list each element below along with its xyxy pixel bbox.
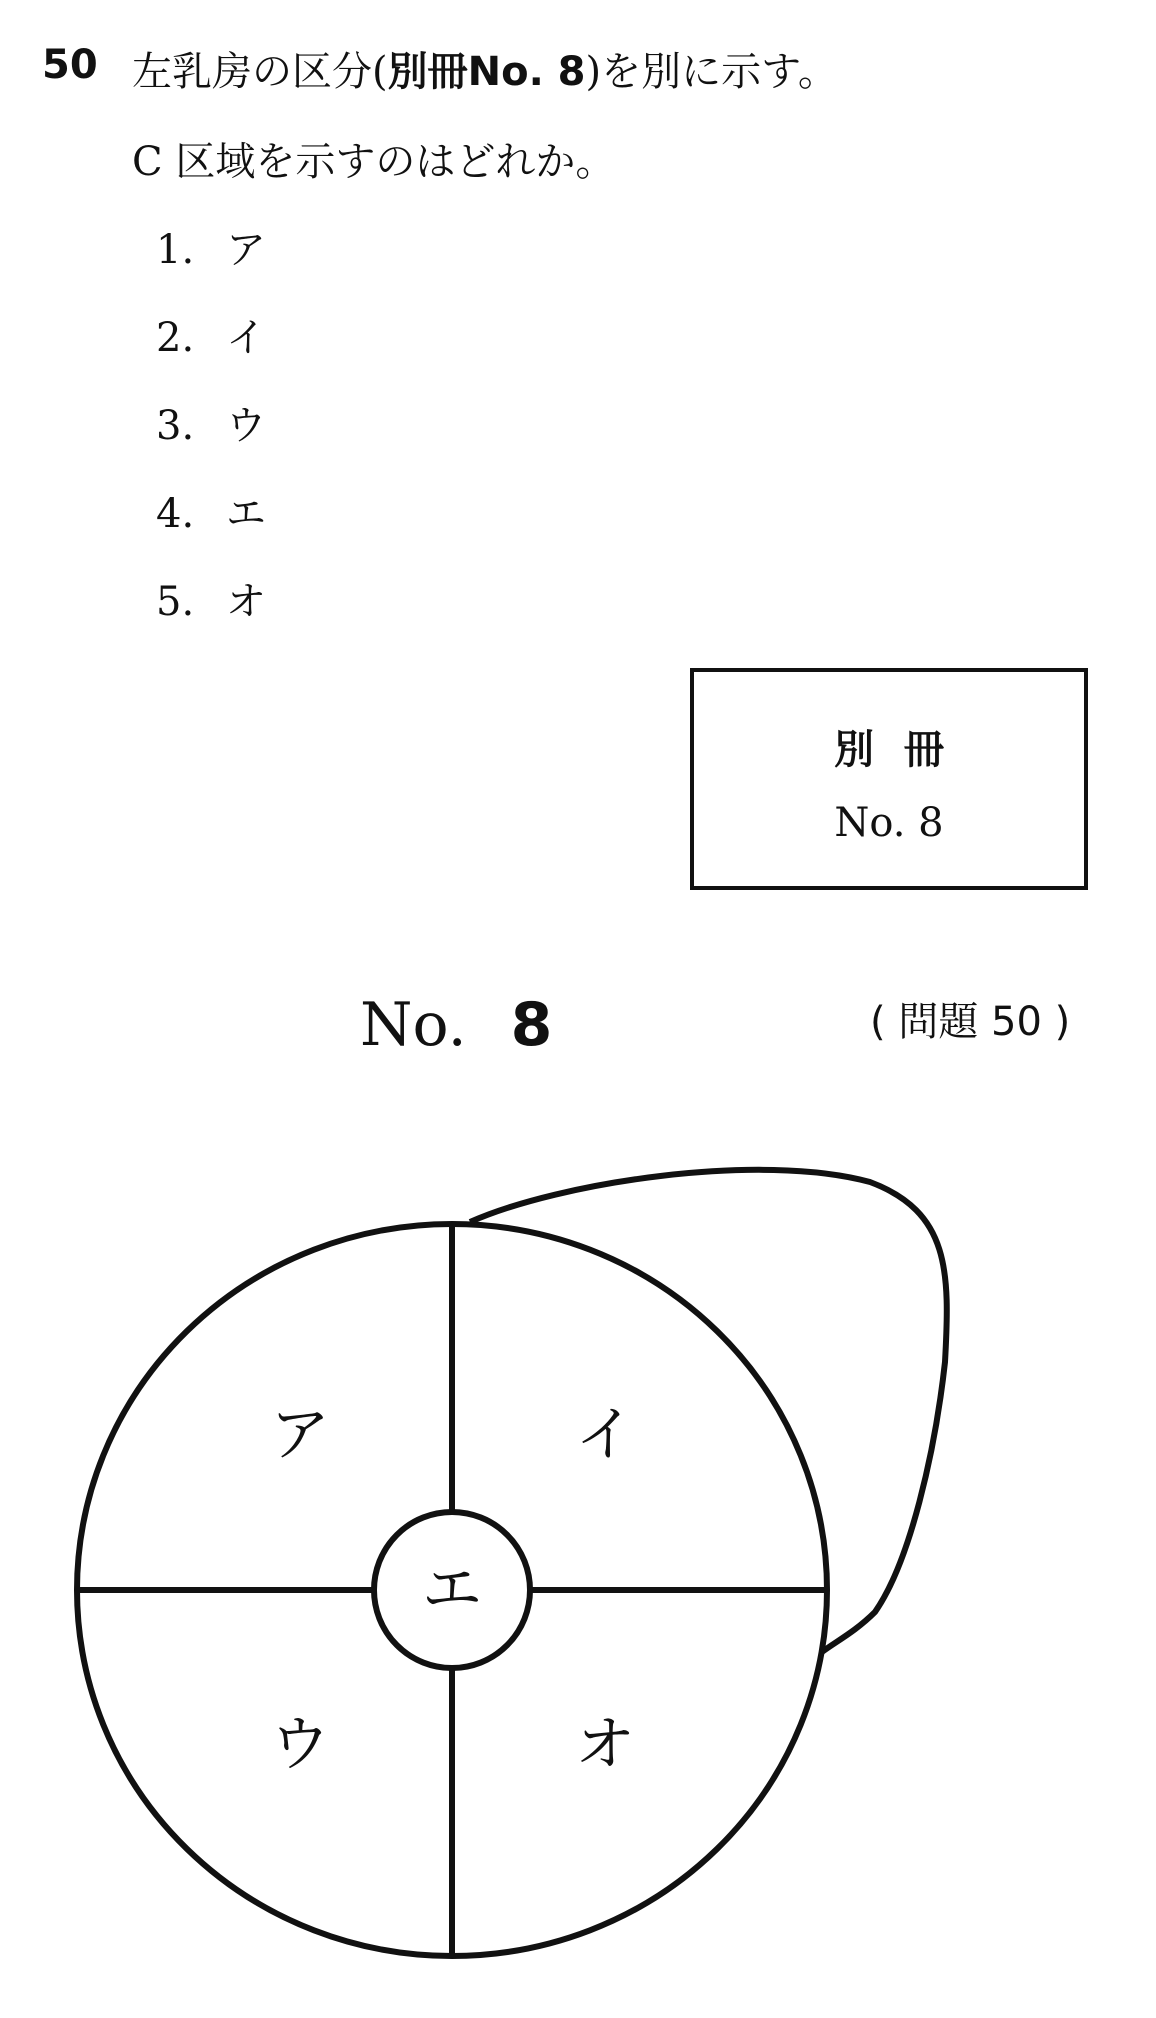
region-label-lower-left: ウ — [270, 1710, 330, 1780]
choice-label: エ — [226, 491, 266, 537]
bessatsu-title: 別冊 — [834, 727, 974, 773]
question-text-prefix: 左乳房の区分( — [132, 49, 388, 95]
bessatsu-box — [690, 668, 1088, 890]
question-text-suffix: )を別に示す。 — [585, 49, 838, 95]
question-line-2: C 区域を示すのはどれか。 — [132, 139, 616, 185]
question-number: 50 — [42, 42, 98, 88]
choice-number: 4. — [156, 491, 195, 537]
figure-number — [360, 990, 552, 1060]
choice-label: ア — [226, 227, 266, 273]
breast-quadrant-diagram — [0, 1120, 1156, 2018]
choice-item[interactable] — [156, 482, 266, 539]
choice-number: 1. — [156, 227, 195, 273]
figure-number-value: 8 — [510, 990, 553, 1060]
choice-number: 2. — [156, 315, 195, 361]
choice-item[interactable] — [156, 306, 266, 363]
region-label-upper-left: ア — [270, 1400, 330, 1470]
bessatsu-number: No. 8 — [834, 800, 944, 846]
figure-number-prefix: No. — [360, 990, 467, 1060]
region-label-center: エ — [422, 1555, 482, 1625]
region-label-lower-right: オ — [575, 1710, 635, 1780]
choice-number: 5. — [156, 579, 195, 625]
choice-item[interactable] — [156, 218, 266, 275]
region-label-upper-right: イ — [575, 1400, 635, 1470]
question-figure-ref: 別冊No. 8 — [387, 49, 586, 95]
choice-item[interactable] — [156, 570, 266, 627]
axillary-tail-outline — [470, 1170, 947, 1652]
choice-label: オ — [226, 579, 266, 625]
choice-label: イ — [226, 315, 266, 361]
figure-question-ref: ( 問題 50 ) — [870, 999, 1071, 1045]
choice-number: 3. — [156, 403, 195, 449]
question-line-1 — [132, 40, 838, 97]
choice-item[interactable] — [156, 394, 266, 451]
choice-label: ウ — [226, 403, 266, 449]
